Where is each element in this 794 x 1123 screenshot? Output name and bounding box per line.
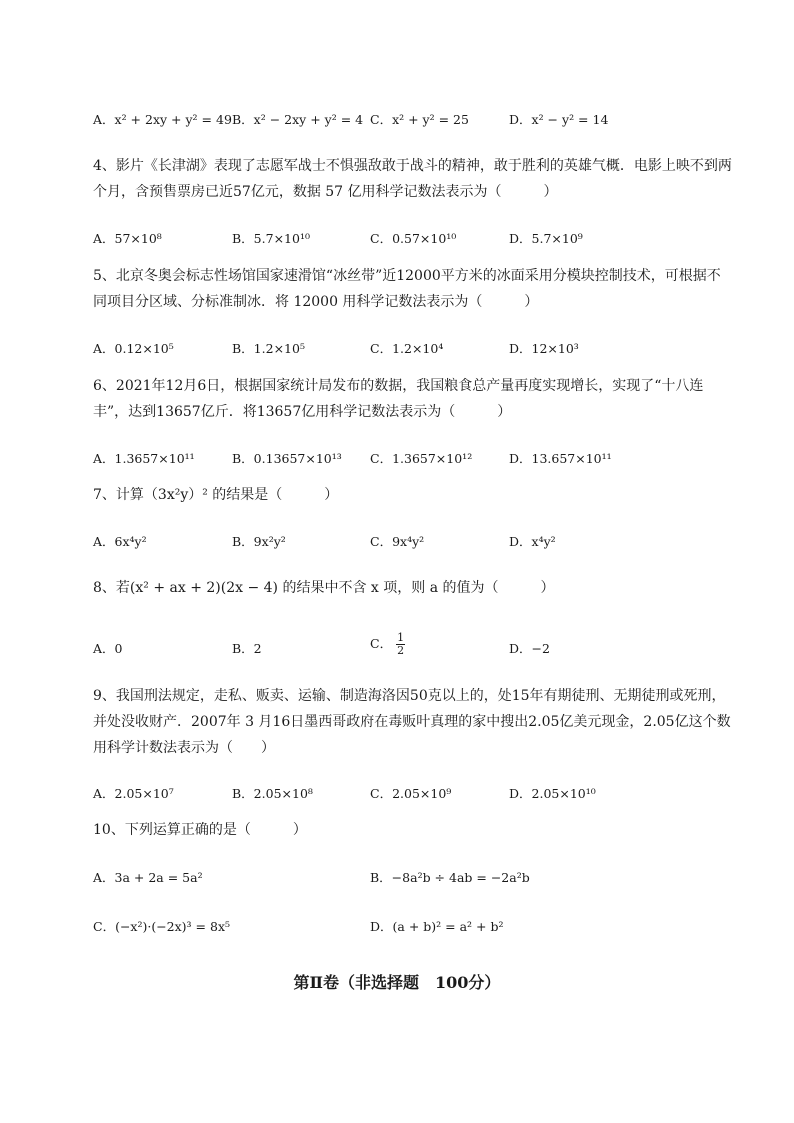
q5-option-a: A．0.12×10⁵ <box>93 341 174 356</box>
q5-option-b: B．1.2×10⁵ <box>232 341 305 356</box>
q10-stem: 10、下列运算正确的是（ ） <box>93 822 307 838</box>
q6-option-a: A．1.3657×10¹¹ <box>93 451 195 466</box>
q6-option-c: C．1.3657×10¹² <box>370 451 473 466</box>
section-title: 第Ⅱ卷（非选择题 100分） <box>293 973 501 992</box>
q4-stem: 4、影片《长津湖》表现了志愿军战士不惧强敌敢于战斗的精神，敢于胜利的英雄气概．电影上映不到两个月，含预售票房已近57亿元，数据 57 亿用科学记数法表示为（ ） <box>93 158 732 200</box>
q8-option-d: D．−2 <box>509 641 550 656</box>
q8-option-b: B．2 <box>232 641 262 656</box>
q7-stem: 7、计算（3x²y）² 的结果是（ ） <box>93 487 339 503</box>
q10-option-c: C．(−x²)·(−2x)³ = 8x⁵ <box>93 919 230 934</box>
q7-option-b: B．9x²y² <box>232 534 286 549</box>
q9-option-a: A．2.05×10⁷ <box>93 786 174 801</box>
q10-option-b: B．−8a²b ÷ 4ab = −2a²b <box>370 870 530 885</box>
q4-option-a: A．57×10⁸ <box>93 231 162 246</box>
fraction-denominator: 2 <box>397 644 405 657</box>
q3-option-b: B．x² − 2xy + y² = 4 <box>232 112 364 127</box>
q6-stem: 6、2021年12月6日，根据国家统计局发布的数据，我国粮食总产量再度实现增长，实现了“十八连丰”，达到13657亿斤．将13657亿用科学记数法表示为（ ） <box>93 378 704 420</box>
q5-option-d: D．12×10³ <box>509 341 579 356</box>
q3-option-d: D．x² − y² = 14 <box>509 112 609 127</box>
q8-option-c-label: C． <box>370 636 393 651</box>
q4-option-d: D．5.7×10⁹ <box>509 231 583 246</box>
q9-option-b: B．2.05×10⁸ <box>232 786 313 801</box>
q8-option-c-fraction <box>396 632 405 657</box>
q8-stem: 8、若(x² + ax + 2)(2x − 4) 的结果中不含 x 项，则 a 的值为（ ） <box>93 580 555 596</box>
q5-option-c: C．1.2×10⁴ <box>370 341 444 356</box>
q9-stem: 9、我国刑法规定，走私、贩卖、运输、制造海洛因50克以上的，处15年有期徒刑、无期徒刑或死刑，并处没收财产．2007年 3 月16日墨西哥政府在毒贩叶真理的家中搜出2.05亿美元现金，2.05亿这个数用科学计数法表示为（ ） <box>93 688 731 756</box>
q7-option-d: D．x⁴y² <box>509 534 556 549</box>
q7-option-a: A．6x⁴y² <box>93 534 147 549</box>
q3-option-a: A．x² + 2xy + y² = 49 <box>93 112 232 127</box>
q8-option-a: A．0 <box>93 641 123 656</box>
q10-option-d: D．(a + b)² = a² + b² <box>370 919 504 934</box>
q3-option-c: C．x² + y² = 25 <box>370 112 469 127</box>
q6-option-b: B．0.13657×10¹³ <box>232 451 342 466</box>
fraction-numerator: 1 <box>397 631 405 644</box>
q9-option-d: D．2.05×10¹⁰ <box>509 786 596 801</box>
q10-option-a: A．3a + 2a = 5a² <box>93 870 203 885</box>
q4-option-b: B．5.7×10¹⁰ <box>232 231 310 246</box>
q6-option-d: D．13.657×10¹¹ <box>509 451 612 466</box>
q8-option-c <box>370 632 405 657</box>
q5-stem: 5、北京冬奥会标志性场馆国家速滑馆“冰丝带”近12000平方米的冰面采用分模块控制技术，可根据不同项目分区域、分标准制冰．将 12000 用科学记数法表示为（ ） <box>93 268 721 310</box>
q7-option-c: C．9x⁴y² <box>370 534 425 549</box>
q4-option-c: C．0.57×10¹⁰ <box>370 231 457 246</box>
q9-option-c: C．2.05×10⁹ <box>370 786 452 801</box>
